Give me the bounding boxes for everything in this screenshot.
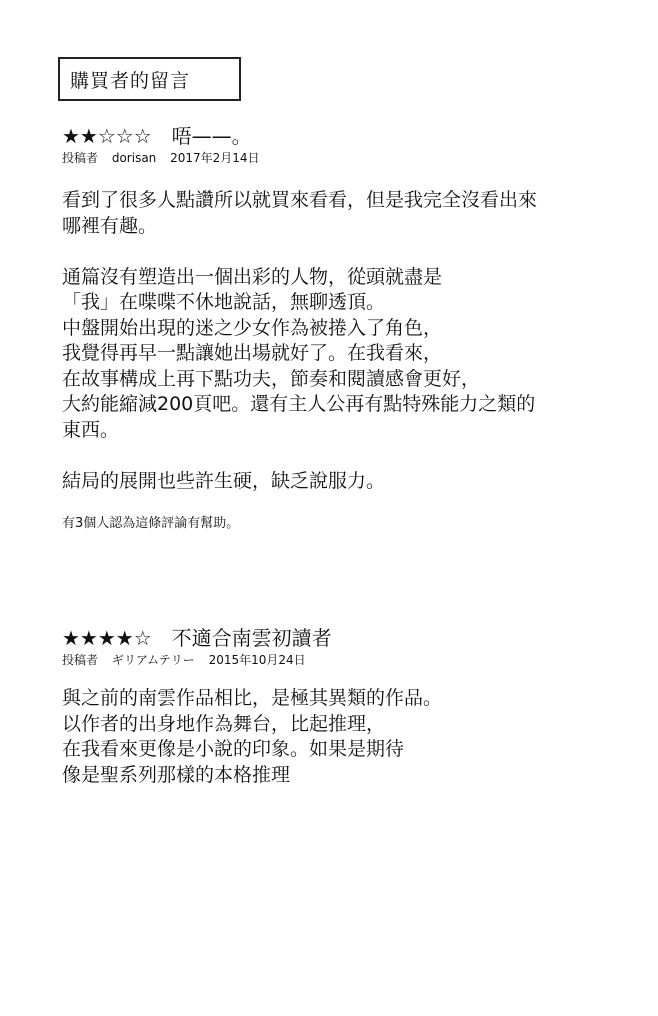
author-name[interactable]: ギリアムテリー	[111, 653, 195, 667]
author-name[interactable]: dorisan	[111, 151, 157, 165]
review-meta	[62, 149, 537, 166]
review-line: 我覺得再早一點讓她出場就好了。在我看來，	[62, 342, 443, 364]
review-paragraph	[62, 265, 537, 444]
review-date: 2015年10月24日	[208, 653, 306, 667]
review-line: 看到了很多人點讚所以就買來看看，但是我完全沒看出來	[62, 189, 538, 211]
review-line: 以作者的出身地作為舞台，比起推理，	[62, 712, 386, 735]
review-body	[62, 188, 537, 494]
review-line: 在我看來更像是小說的印象。如果是期待	[62, 738, 405, 760]
review-body	[62, 686, 442, 788]
review-paragraph	[62, 469, 537, 495]
review-meta	[62, 651, 442, 668]
review-paragraph	[62, 188, 537, 239]
section-header	[58, 57, 241, 101]
star-rating: ★★★★☆	[62, 626, 152, 650]
review-line: 中盤開始出現的迷之少女作為被捲入了角色，	[62, 316, 443, 339]
author-label: 投稿者	[62, 653, 99, 667]
review-line: 大約能縮減200頁吧。還有主人公再有點特殊能力之類的	[62, 393, 536, 415]
review-title: 不適合南雲初讀者	[171, 626, 332, 650]
review-line: 像是聖系列那樣的本格推理	[62, 763, 291, 786]
section-title: 購買者的留言	[70, 69, 191, 92]
helpful-count: 有3個人認為這條評論有幫助。	[62, 516, 240, 531]
review-line: 在故事構成上再下點功夫，節奏和閱讀感會更好，	[62, 367, 481, 390]
review-header	[62, 622, 442, 650]
review-header	[62, 120, 537, 148]
review-line: 東西。	[62, 418, 120, 441]
review-date: 2017年2月14日	[170, 151, 260, 165]
review-line: 通篇沒有塑造出一個出彩的人物，從頭就盡是	[62, 265, 443, 288]
star-rating: ★★☆☆☆	[62, 124, 152, 148]
review-line: 與之前的南雲作品相比，是極其異類的作品。	[62, 687, 443, 709]
review-line: 「我」在喋喋不休地說話，無聊透頂。	[62, 291, 386, 313]
author-label: 投稿者	[62, 151, 99, 165]
review-title: 唔——。	[171, 124, 252, 148]
review-card	[62, 622, 442, 788]
review-line: 結局的展開也些許生硬，缺乏說服力。	[62, 469, 386, 492]
review-line: 哪裡有趣。	[62, 214, 158, 237]
review-card	[62, 120, 537, 531]
review-paragraph	[62, 686, 442, 788]
